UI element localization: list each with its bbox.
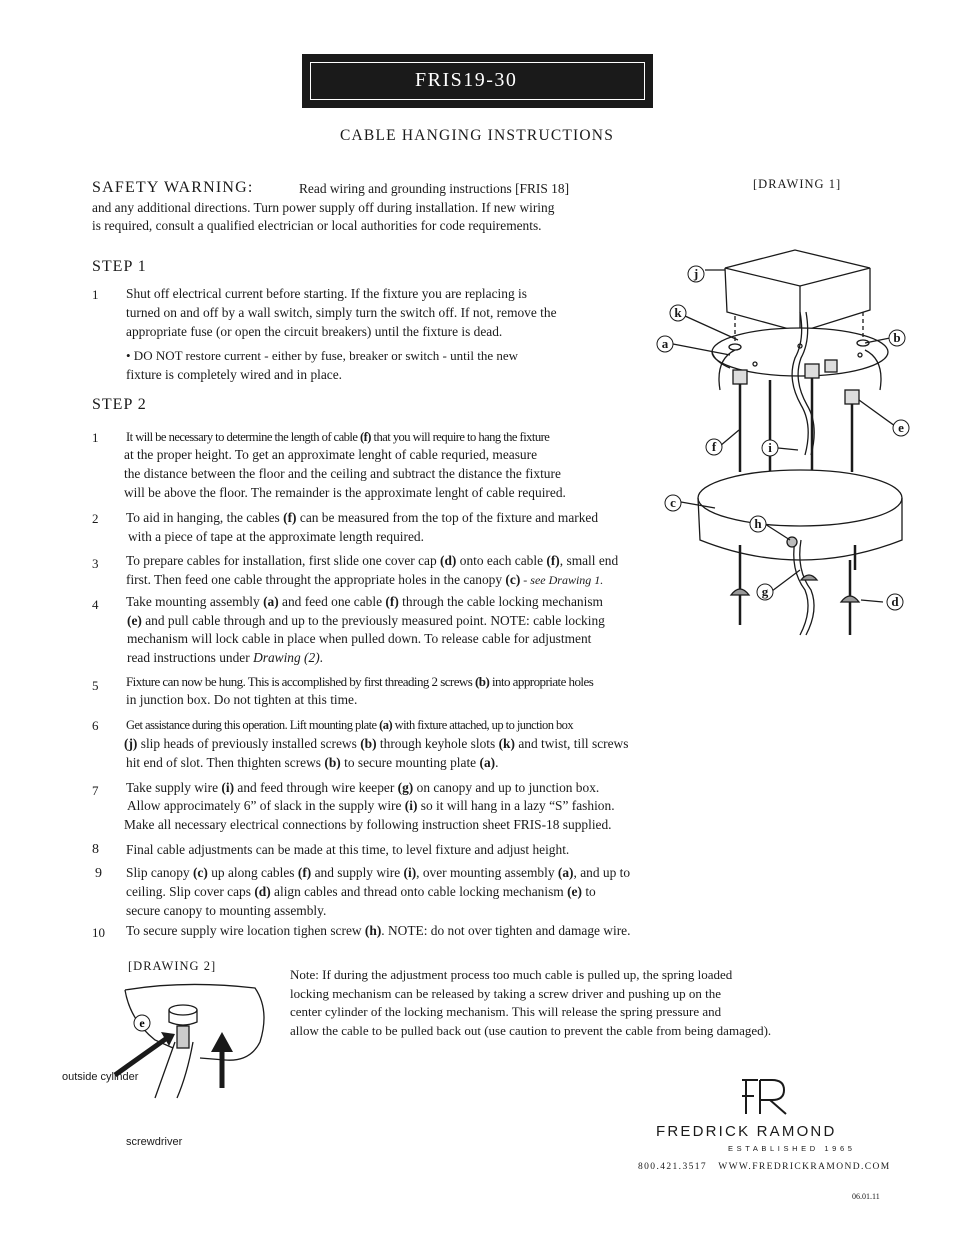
fr-monogram-logo [740,1078,790,1118]
step2-item8-number: 8 [92,842,99,857]
drawing2-callout-e: e [139,1016,145,1030]
callout-j: j [693,266,699,281]
step2-item1-line-3: the distance between the floor and the ceiling and subtract the distance the fixture [124,466,561,481]
step2-item4-number: 4 [92,597,99,612]
step2-item9-line-1: Slip canopy (c) up along cables (f) and supply wire (i), over mounting assembly (a), and up to [126,865,631,880]
step2-item4-line-3: mechanism will lock cable in place when pulled down. To release cable for adjustment [127,631,592,646]
callout-c: c [670,495,676,510]
step2-heading: STEP 2 [92,396,147,413]
step2-item3-line-2: first. Then feed one cable throught the appropriate holes in the canopy (c) - see Drawing 1. [126,572,604,587]
step2-item6-number: 6 [92,718,99,733]
document-title: FRIS19-30 [310,62,645,100]
revision-date: 06.01.11 [852,1192,880,1201]
step2-item1-line-1: It will be necessary to determine the length of cable (f) that you will require to hang the fixture [126,430,550,444]
safety-line-3: is required, consult a qualified electrician or local authorities for code requirements. [92,218,542,233]
step2-item10-number: 10 [92,925,105,940]
note-line-2: locking mechanism can be released by taking a screw driver and pushing up on the [290,986,722,1001]
drawing1-fixture-diagram [655,240,915,640]
note-line-3: center cylinder of the locking mechanism. This will release the spring pressure and [290,1004,722,1019]
step2-item2-line-2: with a piece of tape at the approximate length required. [128,529,424,544]
step2-item1-number: 1 [92,430,99,445]
note-line-1: Note: If during the adjustment process too much cable is pulled up, the spring loaded [290,967,733,982]
step2-item9-number: 9 [95,866,102,881]
step2-item2-number: 2 [92,511,99,526]
step1-item-number: 1 [92,287,99,302]
step2-item9-line-3: secure canopy to mounting assembly. [126,903,327,918]
outside-cylinder-label: outside cylinder [62,1071,139,1083]
safety-line-1: Read wiring and grounding instructions [FRIS 18] [299,181,570,196]
step2-item1-line-2: at the proper height. To get an approximate lenght of cable requried, measure [124,447,538,462]
step2-item7-line-2: Allow approcimately 6” of slack in the supply wire (i) so it will hang in a lazy “S” fashion. [127,798,615,813]
document-subtitle: CABLE HANGING INSTRUCTIONS [339,127,615,144]
brand-contact: 800.421.3517 WWW.FREDRICKRAMOND.COM [638,1162,891,1172]
step2-item6-line-2: (j) slip heads of previously installed screws (b) through keyhole slots (k) and twist, till screws [124,736,629,751]
step1-line-3: appropriate fuse (or open the circuit breakers) until the fixture is dead. [126,324,503,339]
step2-item5-number: 5 [92,678,99,693]
step2-item3-number: 3 [92,556,99,571]
step2-item2-line-1: To aid in hanging, the cables (f) can be measured from the top of the fixture and marked [126,510,599,525]
callout-k: k [674,305,682,320]
step2-item4-line-2: (e) and pull cable through and up to the previously measured point. NOTE: cable locking [127,613,605,628]
brand-established: ESTABLISHED 1965 [728,1144,856,1153]
step2-item4-line-4: read instructions under Drawing (2). [127,650,324,665]
step2-item3-line-1: To prepare cables for installation, first slide one cover cap (d) onto each cable (f), small end [126,553,619,568]
step2-item9-line-2: ceiling. Slip cover caps (d) align cables and thread onto cable locking mechanism (e) to [126,884,596,899]
step2-item6-line-3: hit end of slot. Then thighten screws (b) to secure mounting plate (a). [126,755,499,770]
step2-item10-line-1: To secure supply wire location tighen screw (h). NOTE: do not over tighten and damage wire. [126,923,631,938]
step2-item7-line-1: Take supply wire (i) and feed through wire keeper (g) on canopy and up to junction box. [126,780,600,795]
safety-line-2: and any additional directions. Turn power supply off during installation. If new wiring [92,200,555,215]
step1-heading: STEP 1 [92,258,147,275]
callout-b: b [893,330,901,345]
callout-a: a [661,336,669,351]
screwdriver-label: screwdriver [126,1136,183,1148]
step1-bullet-line-1: • DO NOT restore current - either by fuse, breaker or switch - until the new [126,348,519,363]
step2-item4-line-1: Take mounting assembly (a) and feed one cable (f) through the cable locking mechanism [126,594,603,609]
callout-f: f [711,439,717,454]
step2-item7-number: 7 [92,783,99,798]
step1-line-2: turned on and off by a wall switch, simply turn the switch off. If not, remove the [126,305,557,320]
callout-d: d [891,594,899,609]
brand-name: FREDRICK RAMOND [656,1123,837,1140]
callout-g: g [761,584,769,599]
drawing1-label: [DRAWING 1] [753,177,842,191]
safety-heading: SAFETY WARNING: [92,179,254,196]
callout-i: i [768,440,772,455]
step1-line-1: Shut off electrical current before starting. If the fixture you are replacing is [126,286,527,301]
step2-item8-line-1: Final cable adjustments can be made at this time, to level fixture and adjust height. [126,842,570,857]
title-box [302,54,653,108]
step2-item7-line-3: Make all necessary electrical connections by following instruction sheet FRIS-18 supplied. [124,817,612,832]
step2-item6-line-1: Get assistance during this operation. Lift mounting plate (a) with fixture attached, up to junction box [126,718,574,732]
callout-h: h [754,516,762,531]
drawing2-label: [DRAWING 2] [128,959,217,973]
callout-e: e [898,420,904,435]
note-line-4: allow the cable to be pulled back out (use caution to prevent the cable from being damaged). [290,1023,772,1038]
step1-bullet-line-2: fixture is completely wired and in place. [126,367,343,382]
step2-item5-line-2: in junction box. Do not tighten at this time. [126,692,358,707]
step2-item5-line-1: Fixture can now be hung. This is accomplished by first threading 2 screws (b) into appropriate holes [126,674,594,689]
step2-item1-line-4: will be above the floor. The remainder is the approximate lenght of cable required. [124,485,566,500]
